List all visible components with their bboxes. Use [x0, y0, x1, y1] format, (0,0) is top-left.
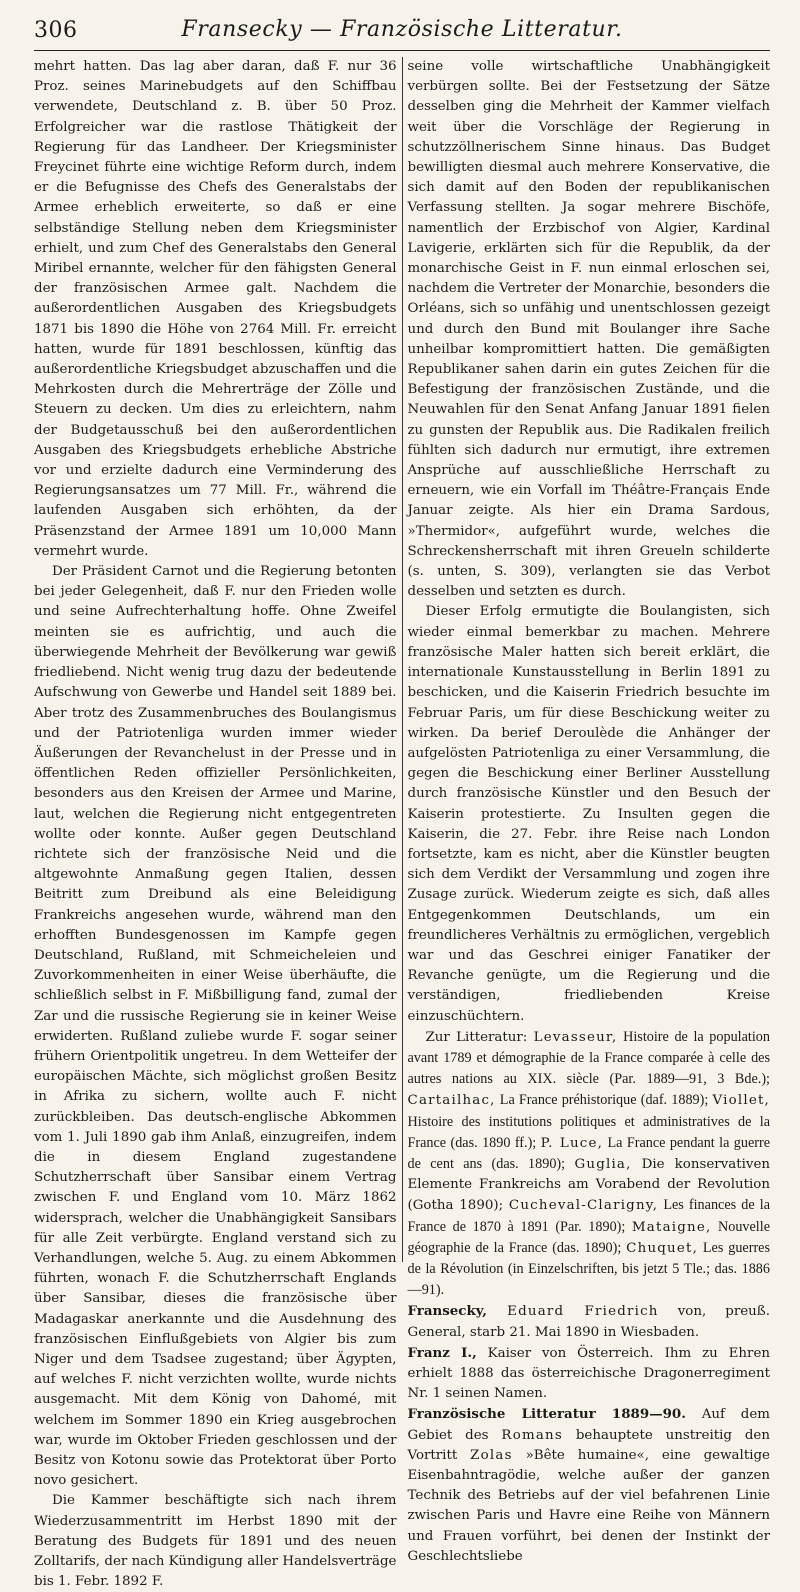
bibliography-intro: Zur Litteratur:: [425, 1029, 534, 1045]
right-paragraph-1: seine volle wirtschaftliche Unabhängigkeit verbürgen sollte. Bei der Festsetzung der Sätze desselben ging die Mehrheit der Kammer vielfach weit über die Vorschläge der Regierung in schutzzöllnerischem Sinne hinaus. Das Budget bewilligten diesmal auch mehrere Konservative, die sich damit auf den Boden der republikanischen Verfassung stellten. Ja sogar mehrere Bischöfe, namentlich der Erzbischof von Algier, Kardinal Lavigerie, erklärten sich für die Republik, da der monarchische Geist in F. nun einmal erloschen sei, nachdem die Vertreter der Monarchie, besonders die Orléans, sich so unfähig und unentschlossen gezeigt und durch den Bund mit Boulanger ihre Sache unheilbar kompromittiert hatten. Die gemäßigten Republikaner sahen darin ein gutes Zeichen für die Befestigung der französischen Zustände, und die Neuwahlen für den Senat Anfang Januar 1891 fielen zu gunsten der Republik aus. Die Radikalen freilich fühlten sich dadurch nur ermutigt, ihre extremen Ansprüche auf ausschließliche Herrschaft zu erneuern, wie ein Vorfall im Théâtre-Français Ende Januar zeigte. Als hier ein Drama Sardous, »Thermidor«, aufgeführt wurde, welches die Schreckensherrschaft mit ihren Greueln schilderte (s. unten, S. 309), verlangten sie das Verbot desselben und setzten es durch.: [407, 59, 770, 600]
entry-fransecky: [408, 1301, 771, 1342]
bib-title: Histoire des institutions politiques et administratives de la France (das. 1890 ff.);: [407, 1113, 770, 1151]
entry-emphasis: Romans: [501, 1427, 563, 1443]
bib-title: La France pendant la guerre de cent ans (das. 1890);: [407, 1134, 770, 1172]
right-column: [403, 57, 771, 1564]
entry-headword: Franz I.,: [407, 1344, 477, 1361]
entry-given-names: Eduard Friedrich: [486, 1304, 659, 1320]
entry-emphasis: Zolas: [470, 1447, 513, 1463]
entry-text: Auf dem Gebiet des: [407, 1407, 770, 1443]
left-paragraph-1: mehrt hatten. Das lag aber daran, daß F. nur 36 Proz. seines Marinebudgets auf den Schiffbau verwendete, Deutschland z. B. über 50 Proz. Erfolgreicher war die rastlose Thätigkeit der Regierung für das Landheer. Der Kriegsminister Freycinet führte eine wichtige Reform durch, indem er die Befugnisse des Chefs des Generalstabs der Armee erheblich erweiterte, so daß er eine selbständige Stellung neben dem Kriegsminister erhielt, und zum Chef des Generalstabs den General Miribel ernannte, welcher für den fähigsten General der französischen Armee galt. Nachdem die außerordentlichen Ausgaben des Kriegsbudgets 1871 bis 1890 die Höhe von 2764 Mill. Fr. erreicht hatten, wurde für 1891 beschlossen, künftig das außerordentliche Kriegsbudget abzuschaffen und die Mehrkosten durch die Mehrerträge der Zölle und Steuern zu decken. Um dies zu erleichtern, nahm der Budgetausschuß bei den außerordentlichen Ausgaben des Kriegsbudgets erhebliche Abstriche vor und erzielte dadurch eine Verminderung des Regierungsansatzes um 77 Mill. Fr., während die laufenden Ausgaben sich erhöhten, da der Präsenzstand der Armee 1891 um 10,000 Mann vermehrt wurde.: [34, 59, 397, 559]
page-header: [34, 14, 770, 51]
bib-author: Viollet,: [712, 1093, 770, 1109]
bib-author: P. Luce,: [540, 1135, 604, 1151]
left-paragraph-2: Der Präsident Carnot und die Regierung betonten bei jeder Gelegenheit, daß F. nur den Frieden wolle und seine Aufrechterhaltung hoffe. Ohne Zweifel meinten sie es aufrichtig, und auch die überwiegende Mehrheit der Bevölkerung war gewiß friedliebend. Nicht wenig trug dazu der bedeutende Aufschwung von Gewerbe und Handel seit 1889 bei. Aber trotz des Zusammenbruches des Boulangismus und der Patriotenliga wurden immer wieder Äußerungen der Revanchelust in der Presse und in öffentlichen Reden offizieller Persönlichkeiten, besonders aus den Kreisen der Armee und Marine, laut, welchen die Regierung nicht entgegentreten wollte oder konnte. Außer gegen Deutschland richtete sich der französische Neid und die altgewohnte Anmaßung gegen Italien, dessen Beitritt zum Dreibund als eine Beleidigung Frankreichs angesehen wurde, während man den erhofften Bundesgenossen im Kampfe gegen Deutschland, Rußland, mit Schmeicheleien und Zuvorkommenheiten in einer Weise überhäufte, die schließlich selbst in F. Mißbilligung fand, zumal der Zar und die russische Regierung sie in keiner Weise erwiderten. Rußland zuliebe wurde F. sogar seiner frühern Orientpolitik ungetreu. In dem Wetteifer der europäischen Mächte, sich möglichst großen Besitz in Afrika zu sichern, wollte auch F. nicht zurückbleiben. Das deutsch-englische Abkommen vom 1. Juli 1890 gab ihm Anlaß, einzugreifen, indem die in diesem England zugestandene Schutzherrschaft über Sansibar einem Vertrag zwischen F. und England vom 10. März 1862 widersprach, welcher die Unabhängigkeit Sansibars für alle Zeit verbürgte. England verstand sich zu Verhandlungen, welche 5. Aug. zu einem Abkommen führten, wonach F. die Schutzherrschaft Englands über Sansibar, dieses die französische über Madagaskar anerkannte und die Ausdehnung des französischen Einflußgebiets von Algier bis zum Niger und dem Tsadsee zugestand; über Ägypten, auf welches F. nicht verzichten wollte, wurde nichts ausgemacht. Mit dem König von Dahomé, mit welchem im Sommer 1890 ein Krieg ausgebrochen war, wurde im Oktober Frieden geschlossen und der Besitz von Kotonu sowie das Protektorat über Porto novo gesichert.: [34, 564, 397, 1489]
bib-author: Levasseur,: [533, 1029, 618, 1045]
entry-headword: Französische Litteratur 1889—90.: [407, 1406, 686, 1423]
left-paragraph-3: Die Kammer beschäftigte sich nach ihrem Wiederzusammentritt im Herbst 1890 mit der Beratung des Budgets für 1891 und des neuen Zolltarifs, der nach Kündigung aller Handelsverträge bis 1. Febr. 1892 F.: [34, 1493, 397, 1590]
bib-title: Les finances de la France de 1870 à 1891 (Par. 1890);: [407, 1197, 770, 1235]
text-columns: [34, 57, 771, 1590]
left-column: [34, 57, 402, 1590]
bib-author: Cartailhac,: [407, 1093, 496, 1109]
bib-title: Les guerres de la Révolution (in Einzelschriften, bis jetzt 5 Tle.; das. 1886—91).: [407, 1239, 770, 1299]
page-number: 306: [34, 18, 78, 43]
running-title: Fransecky — Französische Litteratur.: [181, 17, 623, 42]
right-paragraph-2: Dieser Erfolg ermutigte die Boulangisten, sich wieder einmal bemerkbar zu machen. Mehrere französische Maler hatten sich bereit erklärt, die internationale Kunstausstellung in Berlin 1891 zu beschicken, und die Kaiserin Friedrich besuchte im Februar Paris, um für diese Beschickung weiter zu wirken. Da berief Deroulède die Anhänger der aufgelösten Patriotenliga zu einer Versammlung, die gegen die Beschickung einer Berliner Ausstellung durch französische Künstler und den Besuch der Kaiserin protestierte. Zu Insulten gegen die Kaiserin, die 27. Febr. ihre Reise nach London fortsetzte, kam es nicht, aber die Künstler beugten sich dem Verdikt der Versammlung und zogen ihre Zusage zurück. Wiederum zeigte es sich, daß alles Entgegenkommen Deutschlands, um ein freundlicheres Verhältnis zu ermöglichen, vergeblich war und das Geschrei einiger Fanatiker der Revanche genügte, um die Regierung und die verständigen, friedliebenden Kreise einzuschüchtern.: [407, 604, 770, 1024]
entry-text: behauptete unstreitig den Vortritt: [407, 1427, 770, 1463]
bib-author: Guglia,: [574, 1156, 632, 1172]
bib-title: La France préhistorique (daf. 1889);: [495, 1092, 713, 1109]
entry-text: »Bête humaine«, eine gewaltige Eisenbahntragödie, welche außer der ganzen Technik des Betriebs auf der viel befahrenen Linie zwischen Paris und Havre eine Reihe von Männern und Frauen vorführt, bei denen der Instinkt der Geschlechtsliebe: [407, 1447, 770, 1564]
bib-title: Die konservativen Elemente Frankreichs am Vorabend der Revolution (Gotha 1890);: [407, 1156, 770, 1214]
bibliography-paragraph: [408, 1027, 771, 1302]
bib-author: Mataigne,: [631, 1219, 712, 1235]
entry-franz: [408, 1343, 771, 1405]
bib-author: Cucheval-Clarigny,: [508, 1198, 659, 1214]
bib-title: Nouvelle géographie de la France (das. 1890);: [407, 1218, 770, 1256]
entry-text: Kaiser von Österreich. Ihm zu Ehren erhielt 1888 das österreichische Dragonerregiment Nr. 1 seinen Namen.: [407, 1345, 770, 1402]
entry-franzoesische-litteratur: [408, 1404, 771, 1567]
entry-headword: Fransecky,: [407, 1303, 487, 1320]
entry-text: von, preuß. General, starb 21. Mai 1890 in Wiesbaden.: [407, 1304, 771, 1340]
bib-title: Histoire de la population avant 1789 et démographie de la France comparée à celle des autres nations au XIX. siècle (Par. 1889—91, 3 Bde.);: [407, 1028, 770, 1088]
bib-author: Chuquet,: [626, 1240, 699, 1256]
